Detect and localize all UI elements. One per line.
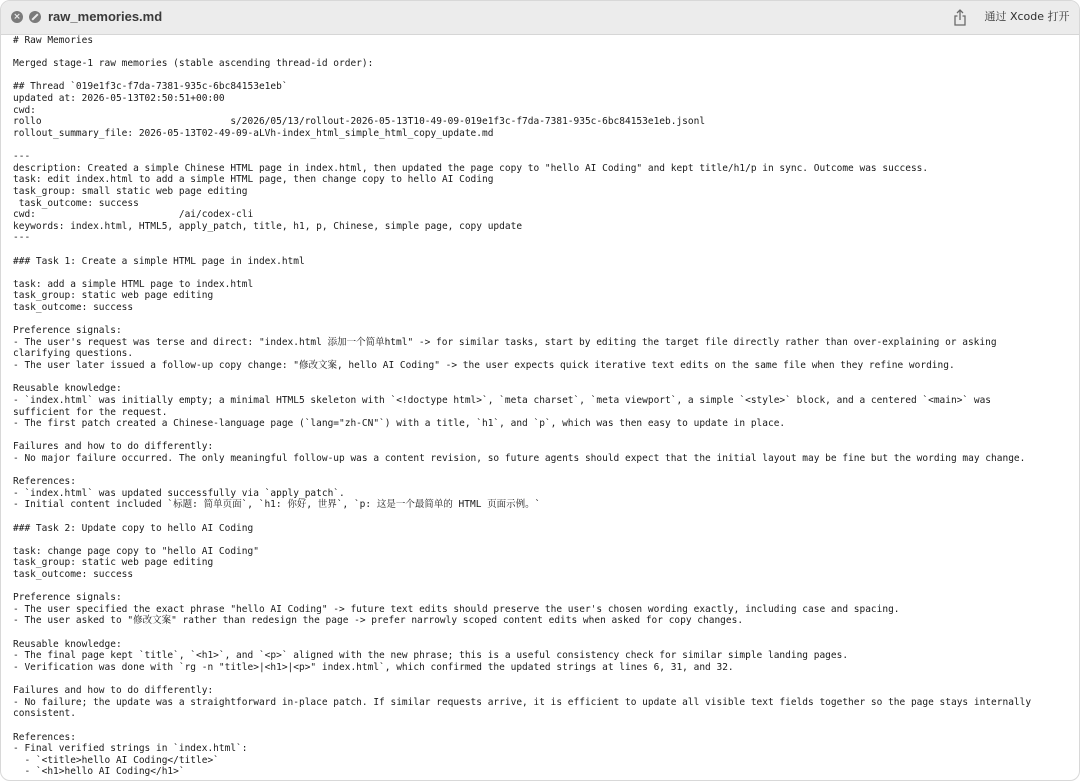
text-line: - `index.html` was updated successfully via `apply_patch`.: [13, 487, 345, 499]
text-line: [13, 47, 1080, 59]
text-line: - The final page kept `title`, `<h1>`, and `<p>` aligned with the new phrase; this is a useful consistency check for similar simple landing pages.: [13, 650, 849, 662]
text-line: Preference signals:: [13, 325, 122, 337]
text-line: [13, 267, 1080, 279]
text-line: - The first patch created a Chinese-language page (`lang="zh-CN"`) with a title, `h1`, and `p`, which was then easy to update in place.: [13, 418, 786, 430]
text-line: [13, 581, 1080, 593]
open-in-xcode-button[interactable]: 通过 Xcode 打开: [984, 10, 1070, 23]
window-title: raw_memories.md: [48, 9, 163, 24]
text-line: clarifying questions.: [13, 348, 134, 360]
text-line: [13, 534, 1080, 546]
text-line: ---: [13, 151, 31, 163]
title-bar: [1, 1, 1079, 35]
text-line: Failures and how to do differently:: [13, 685, 214, 697]
text-line: cwd: /ai/codex-cli: [13, 209, 254, 221]
text-line: description: Created a simple Chinese HTML page in index.html, then updated the page copy to "hello AI Coding" and kept title/h1/p in sync. Outcome was success.: [13, 162, 929, 174]
text-line: Preference signals:: [13, 592, 122, 604]
text-line: [13, 70, 1080, 82]
document-content[interactable]: [1, 35, 1080, 781]
text-line: ### Task 2: Update copy to hello AI Coding: [13, 522, 254, 534]
text-line: ## Thread `019e1f3c-f7da-7381-935c-6bc84153e1eb`: [13, 81, 288, 93]
text-line: Reusable knowledge:: [13, 638, 122, 650]
text-line: ### Task 1: Create a simple HTML page in index.html: [13, 255, 305, 267]
text-line: References:: [13, 731, 76, 743]
text-line: keywords: index.html, HTML5, apply_patch, title, h1, p, Chinese, simple page, copy update: [13, 220, 523, 232]
text-line: References:: [13, 476, 76, 488]
text-line: rollout_summary_file: 2026-05-13T02-49-09-aLVh-index_html_simple_html_copy_update.md: [13, 127, 494, 139]
share-icon[interactable]: [952, 9, 968, 27]
text-line: task_outcome: success: [13, 302, 134, 314]
text-line: [13, 720, 1080, 732]
text-line: Failures and how to do differently:: [13, 441, 214, 453]
text-line: [13, 465, 1080, 477]
text-line: [13, 244, 1080, 256]
text-line: [13, 314, 1080, 326]
text-line: - `<title>hello AI Coding</title>`: [13, 754, 219, 766]
text-line: [13, 627, 1080, 639]
text-line: task_group: static web page editing: [13, 557, 214, 569]
text-line: task: edit index.html to add a simple HTML page, then change copy to hello AI Coding: [13, 174, 494, 186]
text-line: updated at: 2026-05-13T02:50:51+00:00: [13, 93, 225, 105]
text-line: - The user asked to "修改文案" rather than redesign the page -> prefer narrowly scoped content edits when asked for copy changes.: [13, 615, 744, 627]
text-line: Merged stage-1 raw memories (stable ascending thread-id order):: [13, 58, 374, 70]
close-icon[interactable]: ×: [11, 11, 23, 23]
text-line: ---: [13, 232, 31, 244]
text-line: - The user specified the exact phrase "hello AI Coding" -> future text edits should preserve the user's chosen wording exactly, including case and spacing.: [13, 603, 900, 615]
text-line: task: change page copy to "hello AI Coding": [13, 545, 259, 557]
text-line: - The user later issued a follow-up copy change: "修改文案, hello AI Coding" -> the user expects quick iterative text edits on the same file when they refine wording.: [13, 360, 955, 372]
text-line: # Raw Memories: [13, 35, 94, 46]
text-line: - No failure; the update was a straightforward in-place patch. If similar requests arrive, it is efficient to update all visible text fields together so the page stays internally: [13, 696, 1032, 708]
text-line: - Initial content included `标题: 简单页面`, `h1: 你好, 世界`, `p: 这是一个最简单的 HTML 页面示例。`: [13, 499, 541, 511]
text-line: - Verification was done with `rg -n "title>|<h1>|<p>" index.html`, which confirmed the updated strings at lines 6, 31, and 32.: [13, 661, 734, 673]
text-line: task: add a simple HTML page to index.html: [13, 278, 254, 290]
text-line: [13, 372, 1080, 384]
text-line: rollo s/2026/05/13/rollout-2026-05-13T10-49-09-019e1f3c-f7da-7381-935c-6bc84153e1eb.jsonl: [13, 116, 706, 128]
text-line: consistent.: [13, 708, 76, 720]
text-line: [13, 511, 1080, 523]
text-line: - No major failure occurred. The only meaningful follow-up was a content revision, so future agents should expect that the initial layout may be fine but the wording may change.: [13, 452, 1026, 464]
text-line: task_outcome: success: [13, 197, 139, 209]
text-line: - `<h1>hello AI Coding</h1>`: [13, 766, 185, 778]
text-line: cwd:: [13, 104, 36, 116]
text-line: task_group: static web page editing: [13, 290, 214, 302]
text-line: - `index.html` was initially empty; a minimal HTML5 skeleton with `<!doctype html>`, `meta charset`, `meta viewport`, a simple `<style>` block, and a centered `<main>` was: [13, 394, 992, 406]
text-line: - The user's request was terse and direct: "index.html 添加一个简单html" -> for similar tasks, start by editing the target file directly rather than over-explaining or asking: [13, 336, 997, 348]
text-line: [13, 430, 1080, 442]
text-line: task_group: small static web page editing: [13, 185, 248, 197]
markdown-text: [1, 35, 1080, 778]
text-line: Reusable knowledge:: [13, 383, 122, 395]
no-entry-icon[interactable]: [29, 11, 41, 23]
text-line: - Final verified strings in `index.html`:: [13, 743, 248, 755]
text-line: task_outcome: success: [13, 569, 134, 581]
text-line: [13, 139, 1080, 151]
text-line: [13, 674, 1080, 686]
text-line: sufficient for the request.: [13, 406, 168, 418]
